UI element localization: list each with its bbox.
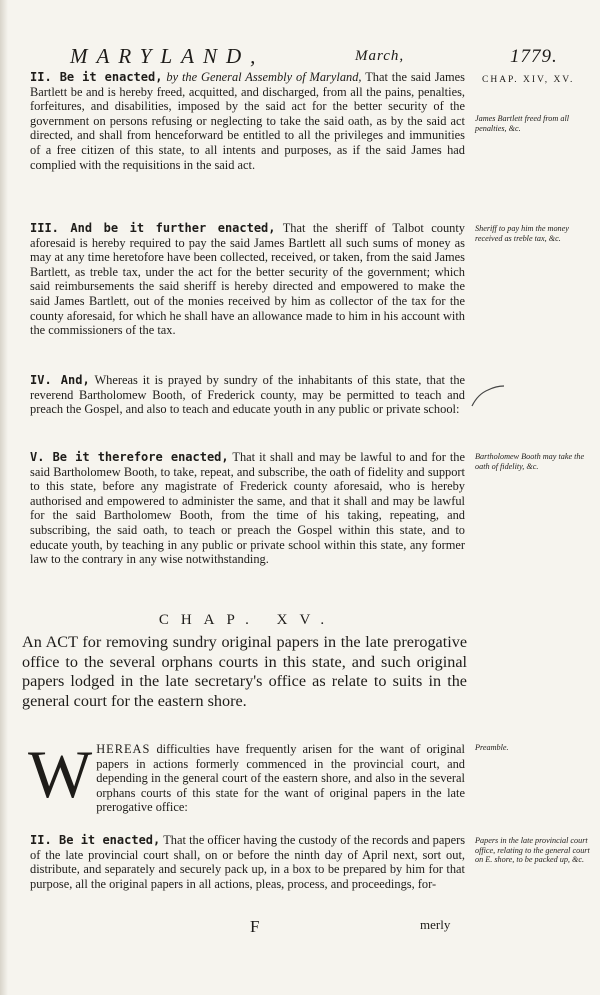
margin-note-papers: Papers in the late provincial court office, relating to the general court on E. shore, to be packed up, &c. [475, 836, 590, 865]
section-lead: V. Be it therefore enacted, [30, 450, 229, 464]
page-edge-shadow [0, 0, 8, 995]
header-title: MARYLAND, [70, 44, 265, 68]
act-title: An ACT for removing sundry original papers in the late prerogative office to the several orphans courts in this state, and such original papers lodged in the late secretary's office as relate to suits in the general court for the eastern shore. [22, 633, 467, 710]
section-body: That the said James Bartlett be and is hereby freed, acquitted, and discharged, from all the pains, penalties, forfeitures, and disabilities, imposed by the said act for the better security of the government on persons refusing or neglecting to take the said oath, as by the said act directed, and shall from henceforward be entitled to all the privileges and immunities of a free citizen of this state, to all intents and purposes, as if the said James had complied with the requisitions in the said act. [30, 70, 465, 172]
drop-cap: W [28, 736, 93, 812]
preamble-body: difficulties have frequently arisen for the want of original papers in actions formerly commenced in the provincial court, and depending in the general court of the eastern shore, and also in the several orphans courts of this state for the want of original papers in the late prerogative office: [96, 742, 465, 815]
margin-note-preamble: Preamble. [475, 743, 509, 752]
chapter-heading: CHAP. XV. [158, 612, 337, 628]
section-lead: IV. And, [30, 373, 90, 387]
signature-mark: F [250, 917, 260, 936]
section-lead: II. Be it enacted, [30, 70, 163, 84]
section-lead: II. Be it enacted, [30, 833, 161, 847]
preamble-caps: HEREAS [96, 742, 151, 756]
pencil-mark-icon [468, 380, 508, 410]
section-iii-paragraph [30, 221, 465, 338]
section-body: That the officer having the custody of the records and papers of the late provincial court shall, on or before the ninth day of April next, sort out, distribute, and separately and securely pack up, in a box to be prepared by him for that purpose, all the original papers in all actions, pleas, process, and proceedings, for- [30, 833, 466, 891]
section-body: That it shall and may be lawful to and for the said Bartholomew Booth, to take, repeat, and subscribe, the oath of fidelity and support to this state, before any magistrate of Frederick county aforesaid, who is hereby authorised and empowered to administer the same, and that it shall and may be lawful for the said Bartholomew Booth, from the time of his taking, repeating, and subscribing, the said oath, to teach or preach the Gospel within this state, and to educate youth, by teaching in any public or private school within this state, any former law to the contrary in any wise notwithstanding. [30, 450, 466, 567]
running-header [70, 44, 590, 72]
section-lead: III. And be it further enacted, [30, 221, 276, 235]
section-v-paragraph [30, 450, 465, 567]
header-month: March, [355, 48, 405, 64]
preamble-paragraph [28, 736, 465, 815]
margin-note-booth: Bartholomew Booth may take the oath of fidelity, &c. [475, 452, 585, 471]
margin-chapter-label: CHAP. XIV, XV. [482, 75, 575, 85]
section-body: That the sheriff of Talbot county aforesaid is hereby required to pay the said James Bartlett all such sums of money as may at any time heretofore have been collected, received, or taken, from the said James Bartlett, as treble tax, under the act for the better security of the government; which said reimbursements the said sheriff is hereby directed and empowered to make the said James Bartlett, out of the monies received by him as collector of the tax for the county aforesaid, for which he shall have an allowance made to him in his account with the commissioners of the tax. [30, 221, 465, 338]
section-italic: by the General Assembly of Maryland, [166, 70, 362, 84]
section-body: Whereas it is prayed by sundry of the inhabitants of this state, that the reverend Bartholomew Booth, of Frederick county, may be permitted to teach and preach the Gospel, and also to teach and educate youth in any public or private school: [30, 373, 466, 417]
margin-note-sheriff: Sheriff to pay him the money received as treble tax, &c. [475, 224, 569, 243]
section-iv-paragraph [30, 373, 465, 417]
header-year: 1779. [510, 46, 558, 67]
margin-note-james: James Bartlett freed from all penalties, &c. [475, 114, 569, 133]
section-ii-second-paragraph [30, 833, 465, 891]
section-ii-paragraph [30, 70, 465, 172]
catchword: merly [420, 917, 451, 932]
